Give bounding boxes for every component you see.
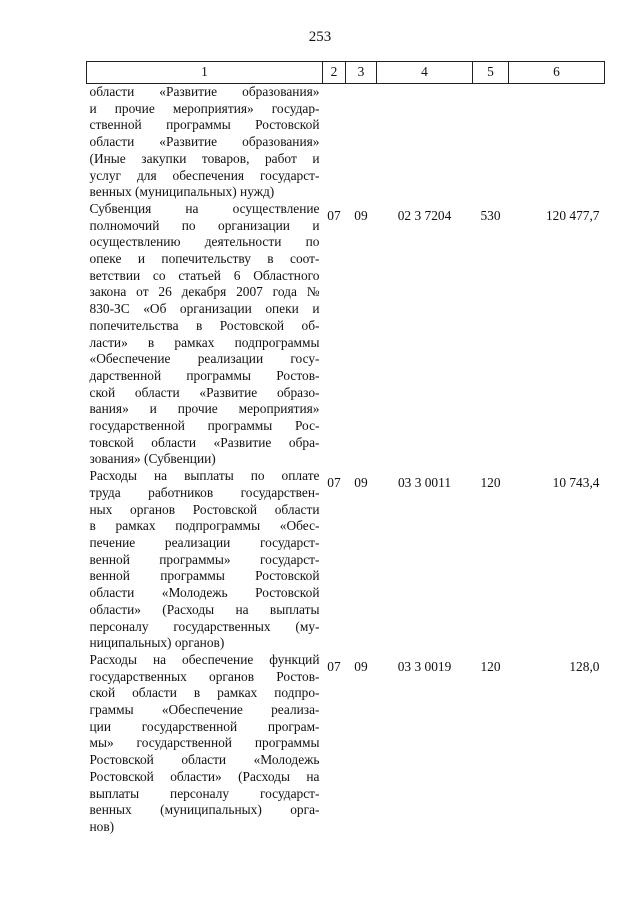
description-line: (Иные закупки товаров, работ и [89,150,320,166]
description-line: венной программы Ростовской [89,568,320,584]
row-description [87,652,323,836]
description-line: ственной программы Ростовской [89,117,320,133]
description-line: Ростовской области» (Расходы на [89,768,320,784]
page-number: 253 [308,29,332,45]
description-line: зования» (Субвенции) [89,451,216,467]
section-code: 07 [327,207,341,223]
amount: 128,0 [569,658,600,674]
description-line: услуг для обеспечения государст- [89,167,320,183]
table-row [87,468,605,652]
description-line: венных (муниципальных) орга- [89,802,320,818]
description-line: товской области «Развитие обра- [89,434,320,450]
description-line: области «Развитие образования» [89,134,320,150]
description-line: персоналу государственных (му- [89,618,320,634]
description-line: печение реализации государст- [89,534,320,550]
header-col-3: 3 [346,62,377,84]
subsection-code: 09 [354,207,368,223]
description-line: дарственной программы Ростов- [89,367,320,383]
description-line: и прочие мероприятия» государ- [89,100,320,116]
description-line: Субвенция на осуществление [89,200,320,216]
description-line: выплаты персоналу государст- [89,785,320,801]
description-line: Ростовской области «Молодежь [89,752,320,768]
description-line: полномочий по организации и [89,217,320,233]
expense-type-code: 120 [480,475,501,491]
description-line: мы» государственной программы [89,735,320,751]
header-col-4: 4 [377,62,473,84]
header-col-6: 6 [509,62,605,84]
expense-type-code: 530 [480,207,501,223]
description-line: ветствии со статьей 6 Областного [89,267,320,283]
section-code: 07 [327,475,341,491]
description-line: осуществлению деятельности по [89,234,320,250]
row-description [87,84,323,201]
expense-type-code: 120 [480,658,501,674]
section-code [323,84,346,201]
header-col-2: 2 [323,62,346,84]
amount: 10 743,4 [552,475,600,491]
description-line: ской области «Развитие образо- [89,384,320,400]
description-line: нов) [89,818,115,834]
description-line: Расходы на выплаты по оплате [89,468,320,484]
expense-type-code [473,84,509,201]
description-line: ласти» в рамках подпрограммы [89,334,320,350]
target-article-code: 02 3 7204 [397,207,452,223]
table-row [87,84,605,201]
description-line: ской области в рамках подпро- [89,685,320,701]
row-description [87,468,323,652]
description-line: государственных органов Ростов- [89,668,320,684]
description-line: ниципальных) органов) [89,635,225,651]
description-line: в рамках подпрограммы «Обес- [89,518,320,534]
section-code: 07 [327,658,341,674]
header-col-1: 1 [87,62,323,84]
target-article-code [377,84,473,201]
target-article-code: 03 3 0011 [397,475,452,491]
description-line: «Обеспечение реализации госу- [89,351,320,367]
table-row [87,201,605,468]
description-line: закона от 26 декабря 2007 года № [89,284,320,300]
target-article-code: 03 3 0019 [397,658,452,674]
description-line: венной программы» государст- [89,551,320,567]
table-header-row [87,62,605,84]
description-line: ных органов Ростовской области [89,501,320,517]
description-line: области «Молодежь Ростовской [89,585,320,601]
amount [509,84,605,201]
description-line: венных (муниципальных) нужд) [89,184,275,200]
header-col-5: 5 [473,62,509,84]
description-line: 830-ЗС «Об организации опеки и [89,301,320,317]
subsection-code: 09 [354,658,368,674]
description-line: Расходы на обеспечение функций [89,651,320,667]
description-line: граммы «Обеспечение реализа- [89,702,320,718]
description-line: государственной программы Рос- [89,418,320,434]
description-line: вания» и прочие мероприятия» [89,401,320,417]
description-line: труда работников государствен- [89,484,320,500]
budget-table [86,61,605,836]
amount: 120 477,7 [545,207,600,223]
description-line: ции государственной програм- [89,718,320,734]
description-line: попечительства в Ростовской об- [89,317,320,333]
row-description [87,201,323,468]
subsection-code: 09 [354,475,368,491]
description-line: области «Развитие образования» [89,84,320,99]
table-row [87,652,605,836]
description-line: опеке и попечительству в соот- [89,251,320,267]
description-line: области» (Расходы на выплаты [89,601,320,617]
subsection-code [346,84,377,201]
